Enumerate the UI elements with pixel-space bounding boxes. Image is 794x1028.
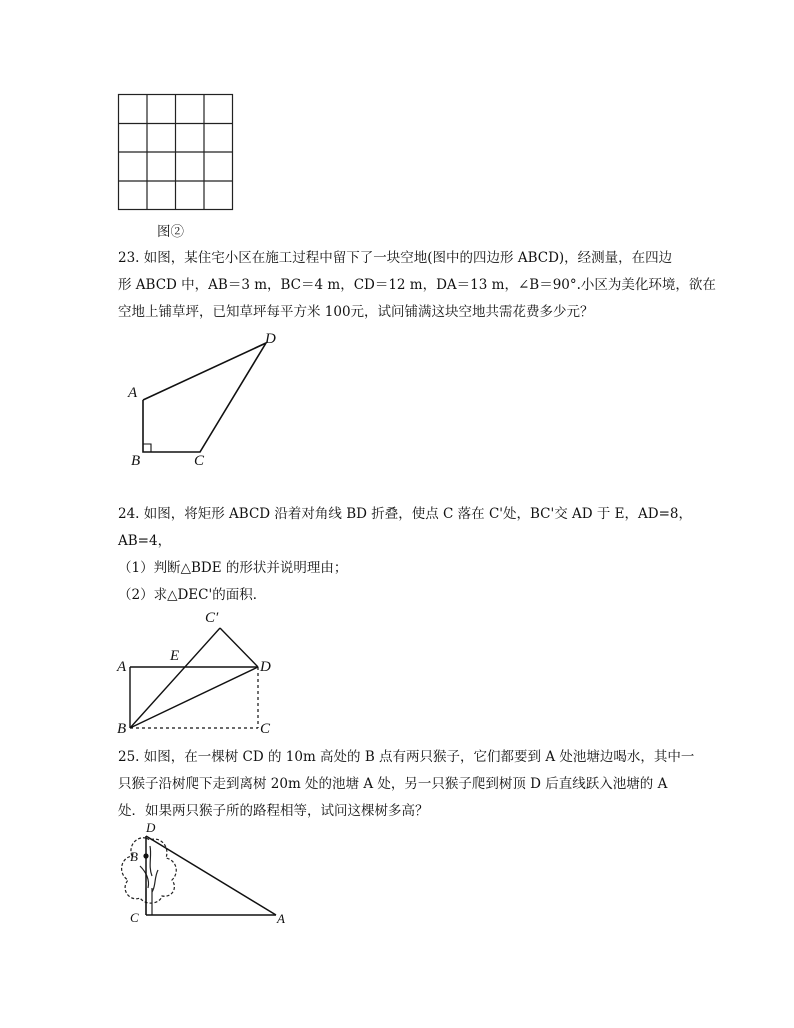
q25-label-d: D [146, 820, 156, 835]
figure2-caption: 图② [157, 224, 184, 240]
q23-label-a: A [128, 385, 138, 401]
q24-label-d: D [260, 659, 271, 675]
q23-line-3: 空地上铺草坪，已知草坪每平方米 100元，试问铺满这块空地共需花费多少元？ [118, 304, 594, 320]
q23-line-2: 形 ABCD 中，AB＝3 m，BC＝4 m，CD＝12 m，DA＝13 m，∠B＝90°.小区为美化环境，欲在 [118, 277, 716, 293]
q23-label-b: B [131, 453, 141, 469]
q23-label-d: D [265, 331, 276, 347]
q25-label-c: C [130, 910, 139, 925]
q25-line-1: 25. 如图，在一棵树 CD 的 10m 高处的 B 点有两只猴子，它们都要到 A 处池塘边喝水，其中一 [118, 749, 695, 765]
q24-label-c-prime: C′ [205, 610, 219, 626]
q25-line-3: 处．如果两只猴子所的路程相等，试问这棵树多高？ [118, 803, 429, 819]
q24-label-a: A [117, 659, 127, 675]
q25-label-a: A [277, 911, 285, 926]
q25-label-b: B [130, 849, 138, 864]
q24-line-3: （1）判断△BDE 的形状并说明理由； [118, 560, 348, 576]
q24-line-2: AB=4， [118, 533, 172, 549]
q24-label-b: B [117, 721, 127, 737]
tree-icon [122, 838, 177, 903]
q23-label-c: C [194, 453, 205, 469]
q24-label-e: E [170, 648, 180, 664]
q24-line-1: 24. 如图，将矩形 ABCD 沿着对角线 BD 折叠，使点 C 落在 C'处，BC'交 AD 于 E，AD=8， [118, 506, 692, 522]
q24-label-c: C [260, 721, 271, 737]
q25-line-2: 只猴子沿树爬下走到离树 20m 处的池塘 A 处，另一只猴子爬到树顶 D 后直线跃入池塘的 A [118, 776, 668, 792]
q23-line-1: 23. 如图，某住宅小区在施工过程中留下了一块空地(图中的四边形 ABCD)，经测量，在四边 [118, 250, 673, 266]
q24-line-4: （2）求△DEC'的面积． [118, 587, 267, 603]
